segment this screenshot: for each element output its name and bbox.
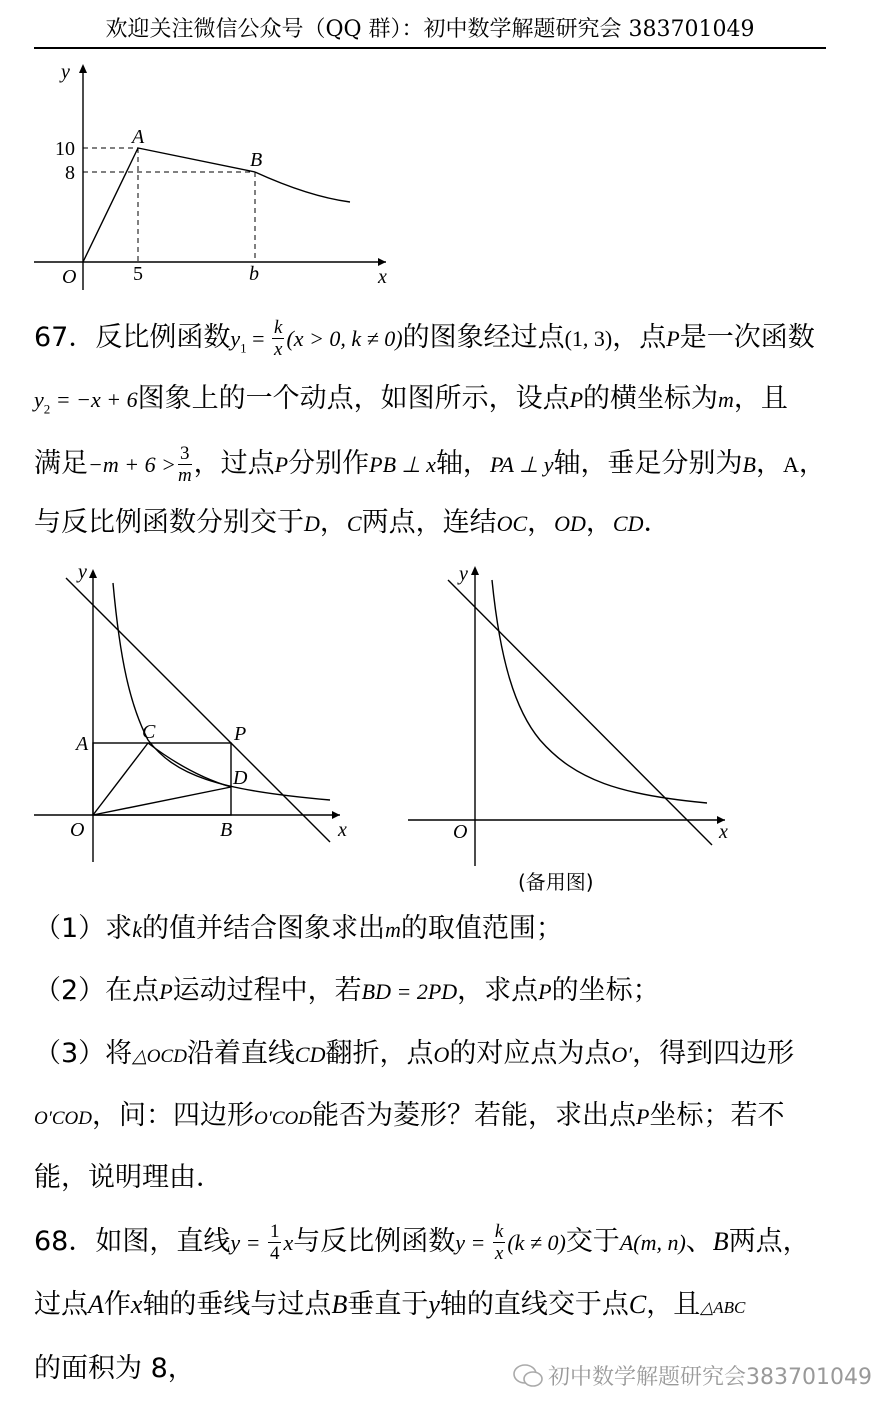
fig2-point-b-label: B (220, 819, 233, 841)
figure-3-caption: (备用图) (518, 870, 594, 894)
p67-text: ，过点 (193, 448, 275, 479)
p67-text: ，且 (733, 383, 788, 414)
math-var: P (159, 979, 173, 1004)
p67-text: ， (585, 507, 613, 538)
p68-line-2 (34, 1288, 834, 1325)
p67-text: ， (527, 507, 555, 538)
q-text: 的取值范围； (400, 913, 563, 944)
p67-text: 的图象经过点 (402, 322, 565, 353)
frac-den: 4 (269, 1243, 280, 1264)
fig3-y-label: y (459, 563, 468, 585)
frac-den: m (177, 465, 192, 486)
math-var: k (132, 917, 142, 942)
math-var: CD (294, 1042, 326, 1067)
math-expr: O′COD (34, 1108, 92, 1129)
p67-text: 与反比例函数分别交于 (34, 507, 304, 538)
p68-text: 垂直于 (347, 1289, 429, 1320)
q-text: 能，说明理由． (34, 1162, 223, 1193)
math-var: C (628, 1290, 647, 1319)
math-var: CD (612, 511, 644, 536)
fig2-point-c-label: C (142, 721, 156, 743)
p67-text: 67．反比例函数 (34, 322, 231, 353)
math-var: m (384, 917, 401, 942)
math-y1: y (230, 326, 241, 351)
math-sub: 1 (240, 340, 247, 356)
frac-num: 1 (269, 1221, 280, 1242)
fig2-y-label: y (78, 561, 87, 583)
p68-text: 68．如图，直线 (34, 1226, 231, 1257)
p67-text: 满足 (34, 448, 88, 479)
p68-text: 过点 (34, 1289, 88, 1320)
math-var: D (304, 511, 320, 536)
math-var: A (88, 1290, 104, 1319)
wechat-icon (512, 1362, 544, 1390)
p67-text: ， (798, 448, 826, 479)
q-text: 的值并结合图象求出 (141, 913, 385, 944)
fraction-k-over-x (493, 1222, 505, 1263)
fig3-origin-label: O (453, 821, 468, 843)
frac-den: x (494, 1243, 504, 1264)
q-text: ，求点 (457, 975, 539, 1006)
math-expr: = −x + 6 (50, 387, 138, 412)
frac-num: k (494, 1221, 504, 1242)
p68-text: 与反比例函数 (293, 1226, 456, 1257)
fraction-1-over-4 (268, 1222, 282, 1263)
math-point: A(m, n) (619, 1230, 686, 1255)
fig1-x-label: x (378, 266, 387, 288)
math-sub: 2 (43, 401, 51, 417)
q-text: 能否为菱形？若能，求出点 (312, 1100, 636, 1131)
frac-num: k (274, 317, 283, 338)
p68-text: 、 (685, 1226, 713, 1257)
math-var: P (636, 1104, 650, 1129)
p67-text: ． (643, 507, 671, 538)
p67-question-3-line-2 (34, 1099, 834, 1136)
p67-text: 是一次函数 (679, 322, 815, 353)
math-eq: = (246, 326, 271, 351)
fig1-point-a-label: A (132, 126, 145, 148)
frac-num: 3 (178, 444, 192, 465)
math-var: P (569, 387, 584, 412)
math-expr: PB ⊥ x (369, 452, 436, 477)
math-var: P (274, 452, 289, 477)
fig2-point-p-label: P (234, 723, 247, 745)
fig2-point-a-label: A (76, 733, 89, 755)
math-var: y (428, 1290, 440, 1319)
math-var: B (742, 452, 756, 477)
p67-text: ， (319, 507, 347, 538)
math-var: OC (496, 511, 528, 536)
q-text: 坐标；若不 (649, 1100, 785, 1131)
math-var: A (782, 452, 799, 477)
math-y2: y (34, 387, 44, 412)
math-var: B (712, 1227, 729, 1256)
q-text: 翻折，点 (325, 1038, 434, 1069)
fig1-y8-label: 8 (65, 162, 75, 184)
math-expr: y = (230, 1230, 266, 1255)
p67-text: 轴，垂足分别为 (553, 448, 743, 479)
p68-text: 交于 (565, 1226, 620, 1257)
math-condition: (x > 0, k ≠ 0) (286, 326, 403, 351)
math-expr: △OCD (132, 1046, 187, 1067)
math-var: x (130, 1290, 143, 1319)
p68-line-1 (34, 1222, 834, 1263)
fig1-y-label: y (61, 61, 70, 83)
p68-text: 作 (103, 1289, 131, 1320)
fig1-point-b-label: B (250, 149, 263, 171)
p67-text: 两点，连结 (361, 507, 497, 538)
math-expr: O′COD (254, 1108, 312, 1129)
q-text: 沿着直线 (186, 1038, 295, 1069)
q-text: ，问：四边形 (92, 1100, 254, 1131)
math-var: x (283, 1230, 294, 1255)
q-text: ，得到四边形 (632, 1038, 795, 1069)
math-var: P (538, 979, 552, 1004)
p68-text: 轴的直线交于点 (439, 1289, 629, 1320)
q-text: （2）在点 (34, 975, 160, 1006)
math-expr: △ABC (700, 1298, 746, 1317)
p68-text: ，且 (646, 1289, 701, 1320)
fig2-point-d-label: D (233, 767, 248, 789)
p67-text: 的横坐标为 (583, 383, 719, 414)
math-expr: y = (455, 1230, 491, 1255)
p67-question-1 (34, 912, 834, 947)
math-var: B (331, 1290, 348, 1319)
math-condition: (k ≠ 0) (507, 1230, 566, 1255)
frac-den: x (274, 339, 283, 360)
p68-text: 两点， (728, 1226, 810, 1257)
fig1-xb-label: b (249, 263, 259, 285)
math-var: C (346, 511, 362, 536)
p67-question-3-line-3 (34, 1161, 834, 1195)
math-var: O′ (611, 1042, 633, 1067)
math-var: m (718, 387, 734, 412)
p67-text: 图象上的一个动点，如图所示，设点 (137, 383, 570, 414)
fig1-origin-label: O (62, 266, 77, 288)
p67-question-2 (34, 974, 834, 1009)
math-var: OD (554, 511, 586, 536)
p67-text: 分别作 (288, 448, 370, 479)
q-text: （1）求 (34, 913, 133, 944)
p67-question-3-line-1 (34, 1037, 834, 1074)
p67-text: ， (755, 448, 783, 479)
fig1-x5-label: 5 (133, 263, 143, 285)
math-point: (1, 3) (564, 326, 613, 351)
p67-text: 轴， (435, 448, 490, 479)
q-text: 的对应点为点 (449, 1038, 612, 1069)
fig3-x-label: x (719, 821, 728, 843)
math-var: O (433, 1042, 450, 1067)
fig1-y10-label: 10 (55, 138, 75, 160)
math-expr: PA ⊥ y (489, 452, 554, 477)
q-text: 运动过程中，若 (172, 975, 362, 1006)
page-header: 欢迎关注微信公众号（QQ 群）：初中数学解题研究会 383701049 (105, 17, 755, 42)
q-text: （3）将 (34, 1038, 133, 1069)
q-text: 的坐标； (551, 975, 660, 1006)
p68-text: 轴的垂线与过点 (142, 1289, 332, 1320)
p68-text: 的面积为 8， (34, 1353, 195, 1384)
math-expr: BD = 2PD (361, 979, 458, 1004)
watermark: 初中数学解题研究会383701049 (548, 1365, 872, 1390)
fig2-x-label: x (338, 819, 347, 841)
math-var: P (666, 326, 680, 351)
p67-text: ，点 (612, 322, 667, 353)
math-inequality: −m + 6 > (88, 452, 176, 477)
fig2-origin-label: O (70, 819, 85, 841)
